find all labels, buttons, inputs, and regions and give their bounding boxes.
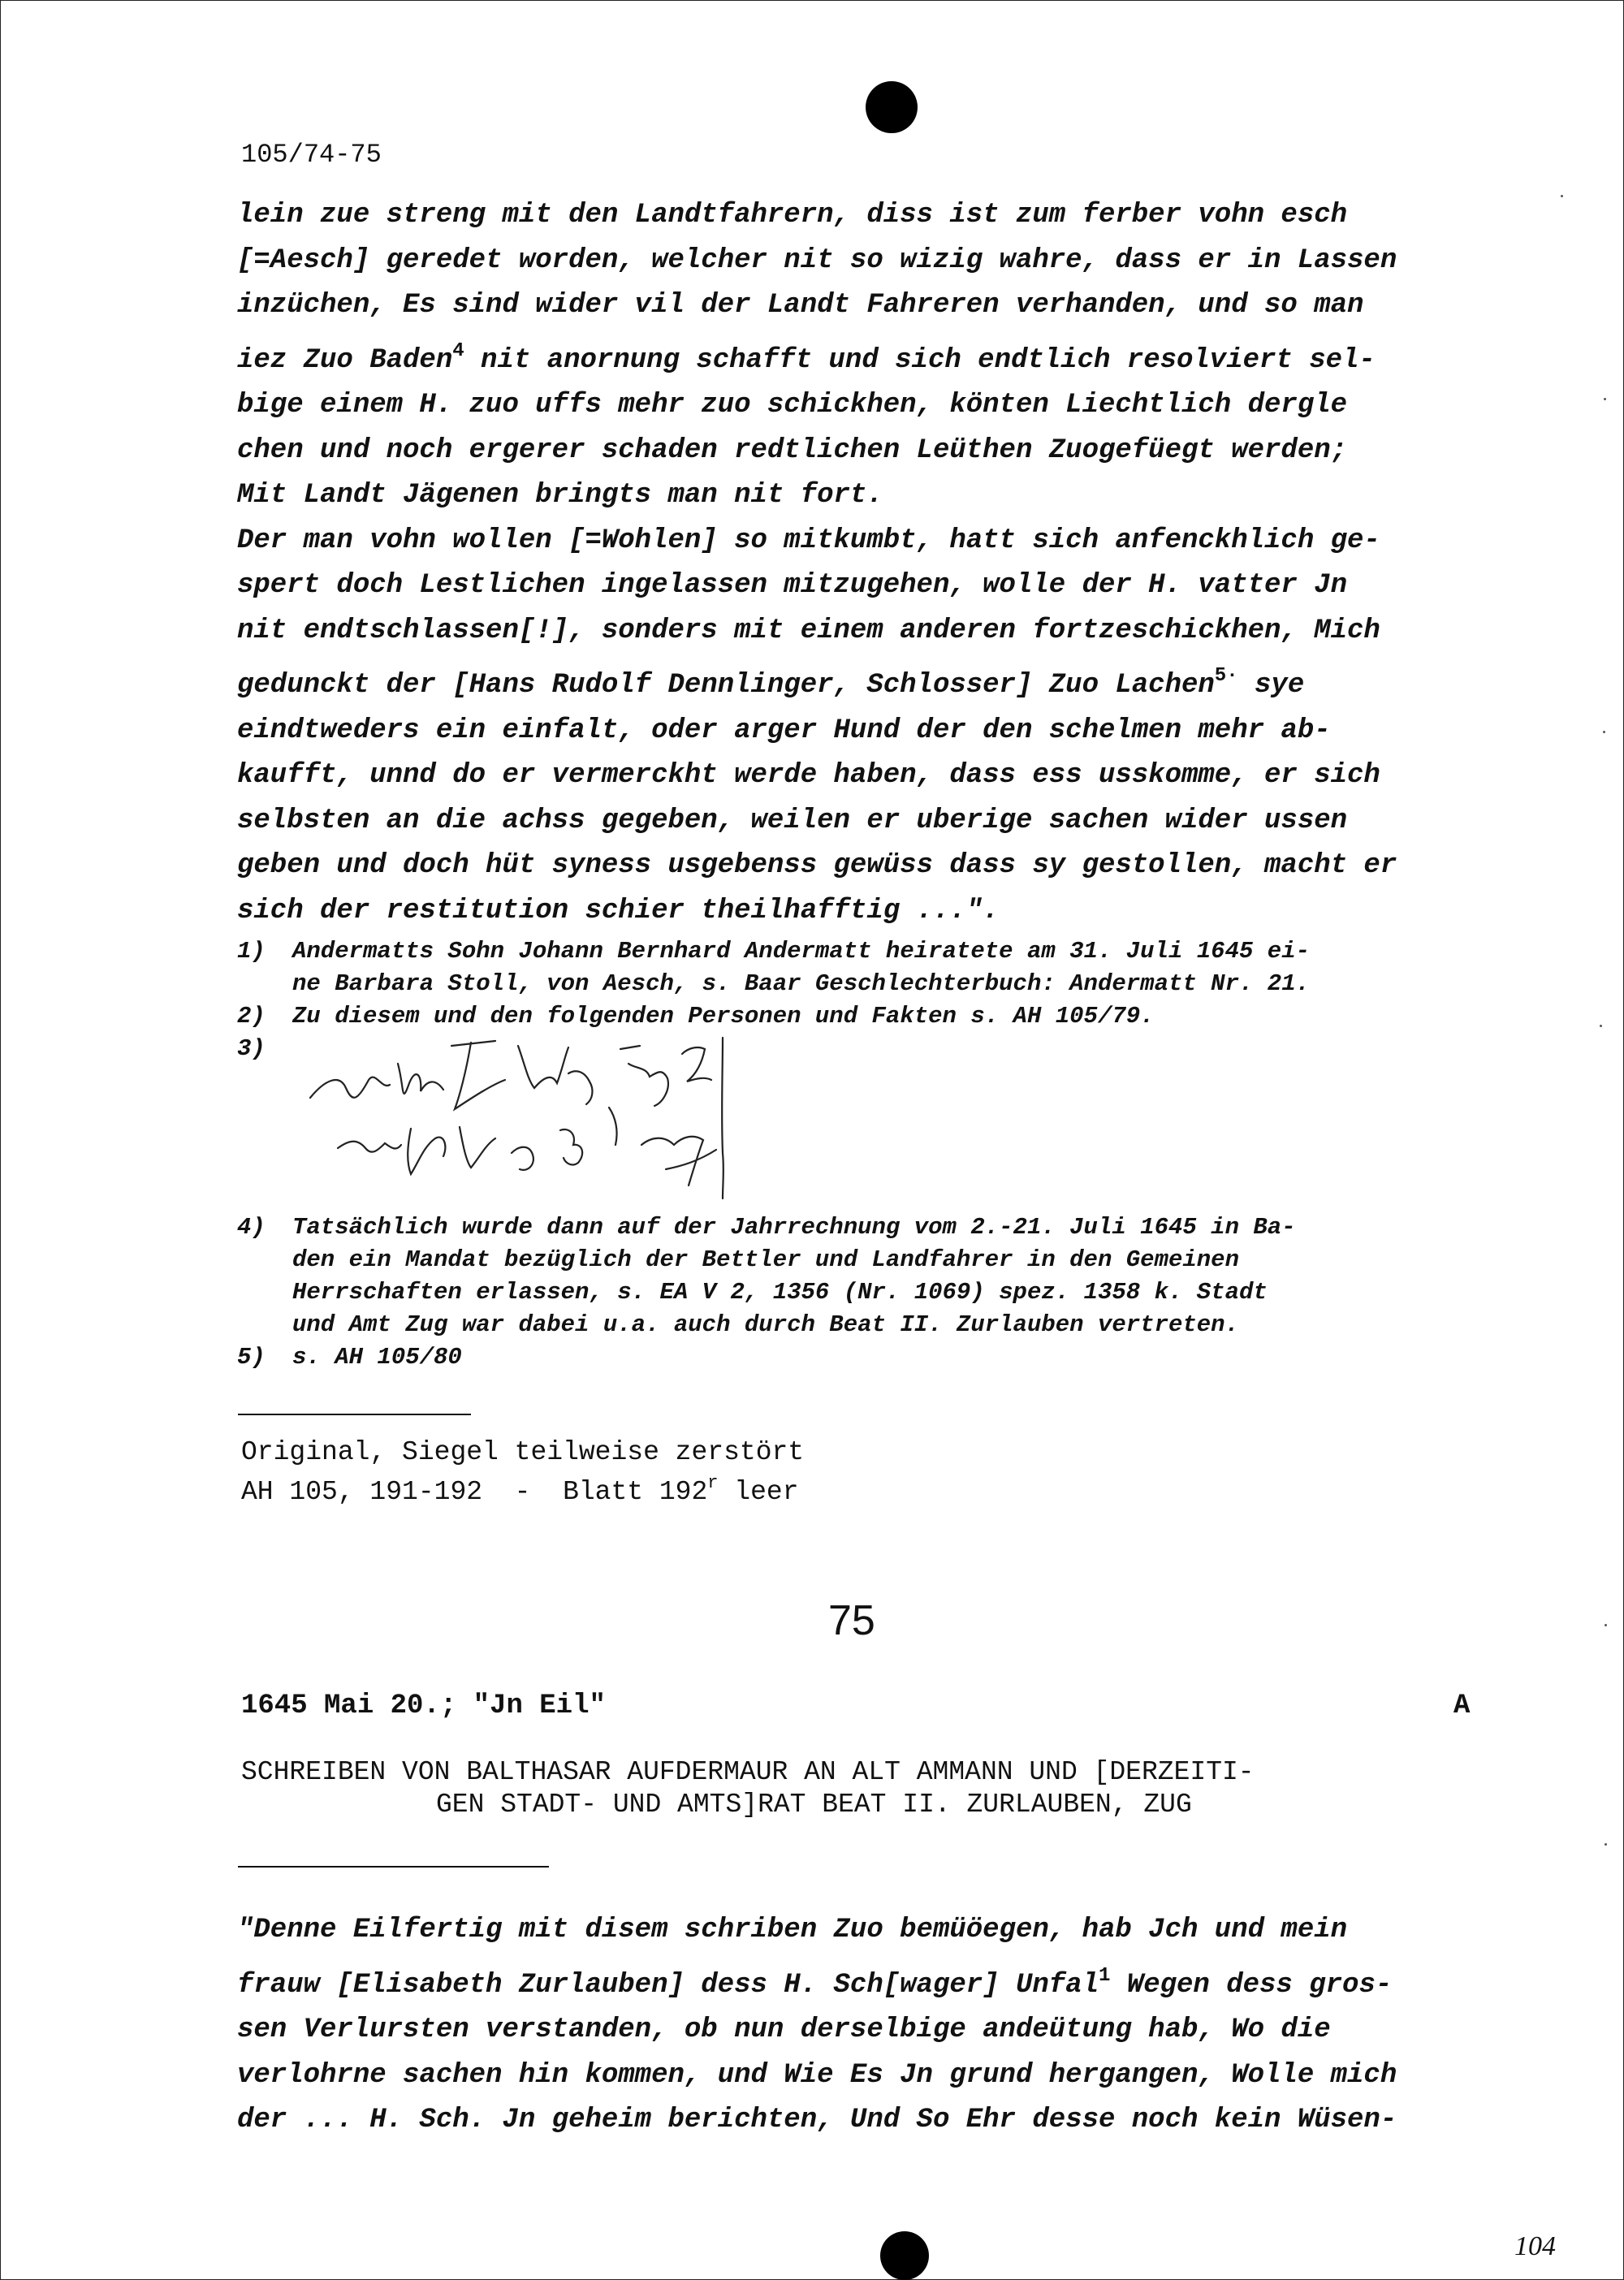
document-category: A <box>1453 1691 1471 1721</box>
separator-rule <box>238 1414 471 1415</box>
footnote-mark-1: 1 <box>1098 1964 1111 1987</box>
folio-superscript: r <box>707 1473 719 1493</box>
separator-rule <box>238 1866 549 1868</box>
text-line: eindtweders ein einfalt, oder arger Hund der den schelmen mehr ab- <box>237 715 1331 746</box>
text-line <box>237 1954 1504 2009</box>
text-line: spert doch Lestlichen ingelassen mitzugehen, wolle der H. vatter Jn <box>237 570 1348 601</box>
scan-speck <box>1561 195 1563 197</box>
handwritten-page-number: 104 <box>1514 2231 1556 2261</box>
text-line: chen und noch ergerer schaden redtlichen Leüthen Zuogefüegt werden; <box>237 434 1348 466</box>
punch-hole-bottom <box>880 2231 929 2280</box>
letter-text-block <box>237 1908 1504 2144</box>
text-line: der ... H. Sch. Jn geheim berichten, Und So Ehr desse noch kein Wüsen- <box>237 2105 1397 2135</box>
scan-speck <box>1604 398 1606 400</box>
footnote-mark-4: 4 <box>452 339 464 362</box>
footnote-5 <box>237 1341 1504 1374</box>
text-segment: gedunckt der [Hans Rudolf Dennlinger, Schlosser] Zuo Lachen <box>237 670 1215 701</box>
footnote-line: und Amt Zug war dabei u.a. auch durch Beat II. Zurlauben vertreten. <box>292 1311 1239 1338</box>
text-segment: iez Zuo Baden <box>237 344 453 376</box>
handwritten-signature-image <box>300 1031 820 1210</box>
footnote-number: 2) <box>237 1003 266 1030</box>
source-segment: AH 105, 191-192 - Blatt 192 <box>241 1477 708 1507</box>
footnote-text <box>292 1000 1504 1033</box>
text-line: sen Verlursten verstanden, ob nun derselbige andeütung hab, Wo die <box>237 2014 1331 2045</box>
text-line <box>237 654 1504 709</box>
document-number: 75 <box>828 1597 875 1644</box>
footnote-2 <box>237 1000 1504 1033</box>
headline-line: GEN STADT- UND AMTS]RAT BEAT II. ZURLAUBEN, ZUG <box>436 1790 1192 1820</box>
footnote-text <box>292 935 1504 1000</box>
source-note <box>241 1437 804 1508</box>
footnote-line: Andermatts Sohn Johann Bernhard Andermatt heiratete am 31. Juli 1645 ei- <box>292 938 1311 965</box>
text-line: Mit Landt Jägenen bringts man nit fort. <box>237 480 883 511</box>
text-line <box>237 329 1504 384</box>
footnote-line: s. AH 105/80 <box>292 1344 462 1371</box>
text-line: nit endtschlassen[!], sonders mit einem anderen fortzeschickhen, Mich <box>237 615 1380 646</box>
document-date: 1645 Mai 20.; "Jn Eil" <box>241 1691 606 1721</box>
footnote-4 <box>237 1211 1504 1341</box>
footnote-mark-5: 5· <box>1214 665 1238 687</box>
source-line <box>241 1468 804 1508</box>
text-line: verlohrne sachen hin kommen, und Wie Es Jn grund hergangen, Wolle mich <box>237 2059 1397 2091</box>
scan-speck <box>1605 1843 1607 1846</box>
scan-speck <box>1605 1624 1607 1626</box>
text-segment: nit anornung schafft und sich endtlich resolviert sel- <box>464 344 1376 376</box>
document-reference: 105/74-75 <box>241 140 382 170</box>
document-headline <box>241 1756 1557 1821</box>
text-segment: sye <box>1237 670 1305 701</box>
punch-hole-top <box>866 81 918 133</box>
text-line: lein zue streng mit den Landtfahrern, diss ist zum ferber vohn esch <box>237 200 1348 231</box>
footnote-line: Tatsächlich wurde dann auf der Jahrrechnung vom 2.-21. Juli 1645 in Ba- <box>292 1214 1296 1241</box>
main-text-block <box>237 193 1504 934</box>
text-line: bige einem H. zuo uffs mehr zuo schickhen, könten Liechtlich dergle <box>237 390 1348 421</box>
text-segment: Wegen dess gros- <box>1110 1969 1393 2001</box>
footnotes-4-5 <box>237 1211 1504 1374</box>
footnote-line: Herrschaften erlassen, s. EA V 2, 1356 (Nr. 1069) spez. 1358 k. Stadt <box>292 1279 1268 1306</box>
headline-line: SCHREIBEN VON BALTHASAR AUFDERMAUR AN ALT AMMANN UND [DERZEITI- <box>241 1757 1255 1787</box>
footnote-text <box>292 1211 1504 1341</box>
text-line: sich der restitution schier theilhafftig ...". <box>237 895 1000 926</box>
scan-speck <box>1603 731 1605 733</box>
text-line: inzüchen, Es sind wider vil der Landt Fahreren verhanden, und so man <box>237 290 1364 321</box>
footnote-number: 1) <box>237 938 266 965</box>
footnote-number: 5) <box>237 1344 266 1371</box>
source-line: Original, Siegel teilweise zerstört <box>241 1437 805 1467</box>
footnote-line: den ein Mandat bezüglich der Bettler und Landfahrer in den Gemeinen <box>292 1246 1239 1273</box>
text-segment: frauw [Elisabeth Zurlauben] dess H. Sch[wager] Unfal <box>237 1969 1099 2001</box>
text-line: Der man vohn wollen [=Wohlen] so mitkumbt, hatt sich anfenckhlich ge- <box>237 525 1380 556</box>
footnote-line: Zu diesem und den folgenden Personen und Fakten s. AH 105/79. <box>292 1003 1155 1030</box>
footnote-1 <box>237 935 1504 1000</box>
text-line: selbsten an die achss gegeben, weilen er uberige sachen wider ussen <box>237 805 1348 836</box>
footnote-text <box>292 1341 1504 1374</box>
footnote-line: ne Barbara Stoll, von Aesch, s. Baar Geschlechterbuch: Andermatt Nr. 21. <box>292 970 1311 997</box>
scan-speck <box>1600 1025 1602 1027</box>
text-line: kaufft, unnd do er vermerckht werde haben, dass ess usskomme, er sich <box>237 760 1380 791</box>
text-line: geben und doch hüt syness usgebenss gewüss dass sy gestollen, macht er <box>237 850 1397 881</box>
text-line: "Denne Eilfertig mit disem schriben Zuo bemüöegen, hab Jch und mein <box>237 1915 1348 1945</box>
footnote-number: 4) <box>237 1214 266 1241</box>
source-segment: leer <box>718 1477 799 1507</box>
text-line: [=Aesch] geredet worden, welcher nit so wizig wahre, dass er in Lassen <box>237 244 1397 276</box>
footnote-number: 3) <box>237 1035 266 1062</box>
